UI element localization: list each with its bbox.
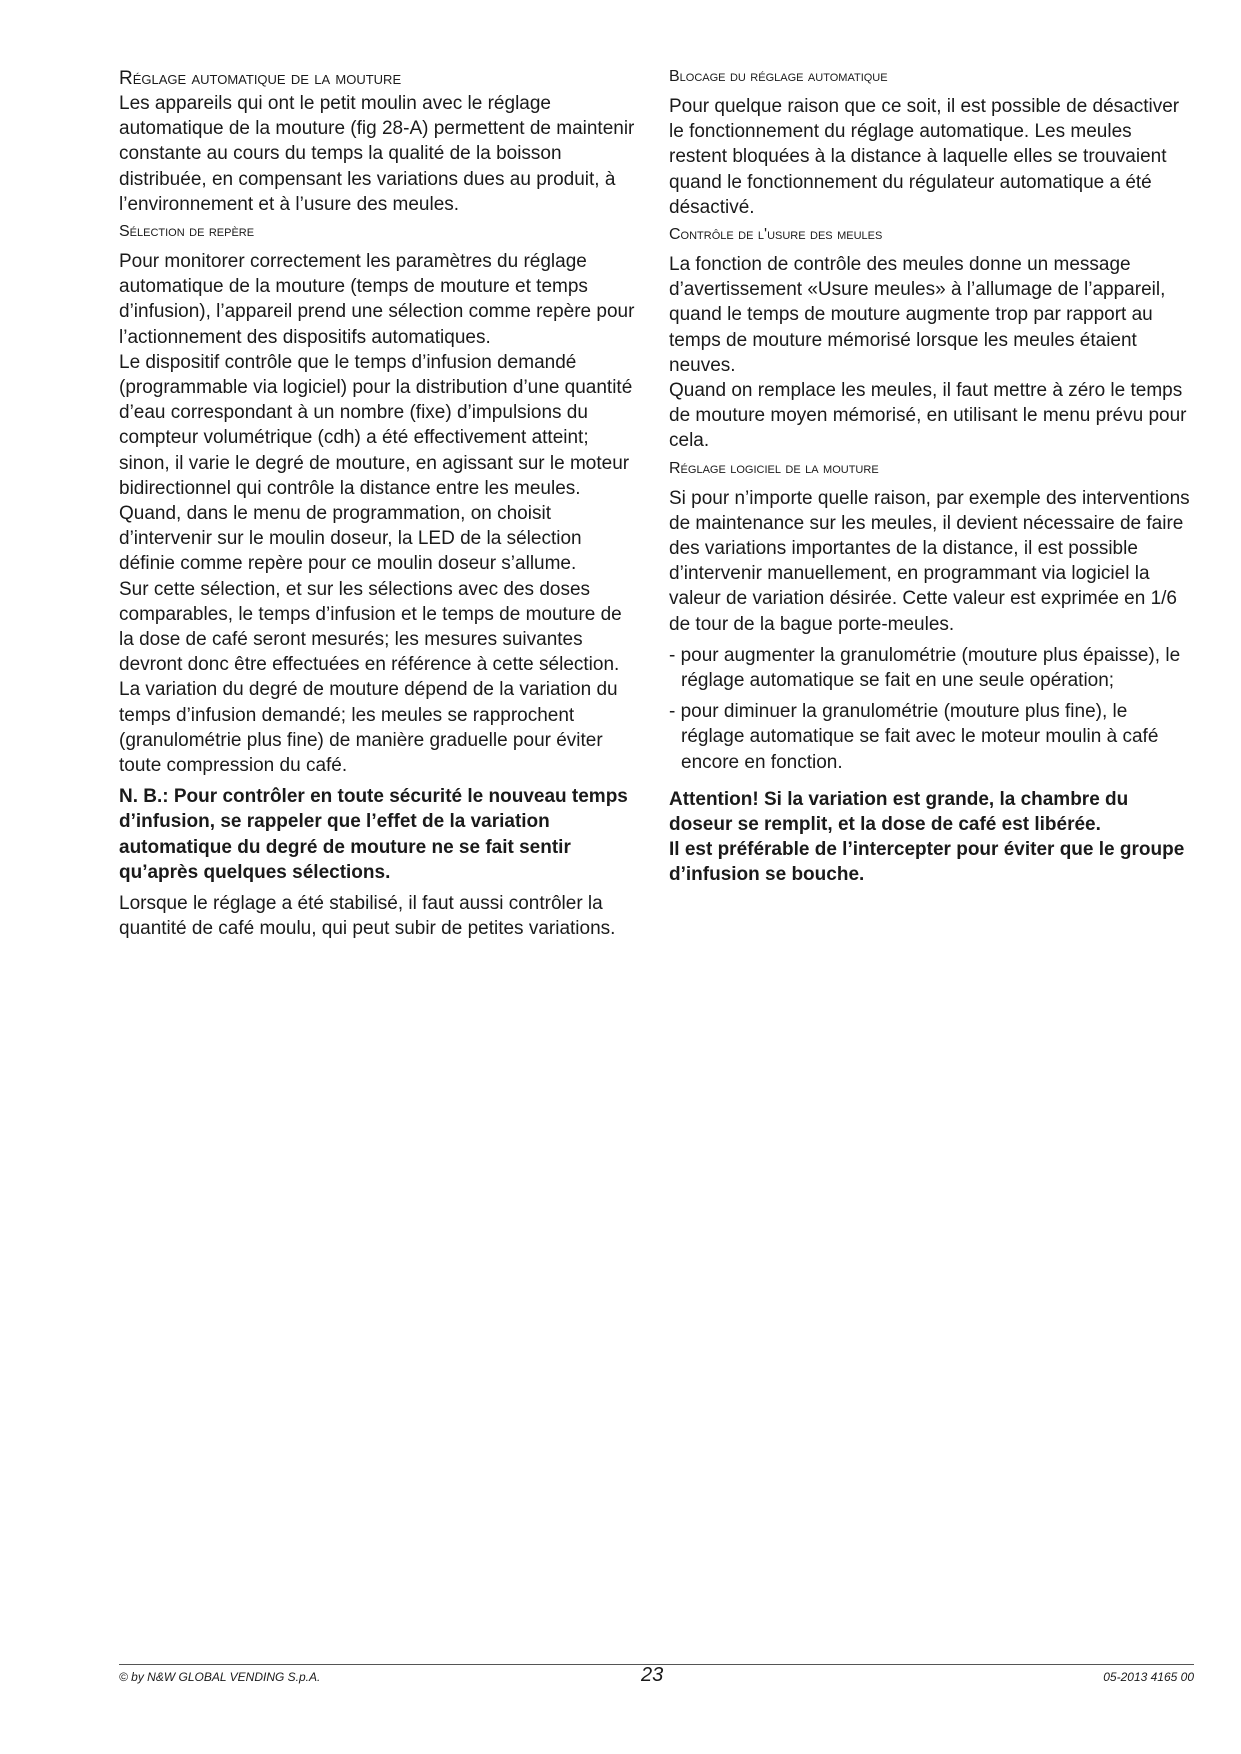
page-number: 23: [641, 1664, 664, 1686]
footer-doc-code: 05-2013 4165 00: [1103, 1670, 1194, 1684]
paragraph: Pour quelque raison que ce soit, il est possible de désactiver le fonctionnement du réglage automatique. Les meules restent bloquées à la distance à laquelle elles se trouvaient quand le fonctionnement du régulateur automatique a été désactivé.: [669, 96, 1180, 218]
left-column: [119, 66, 639, 942]
section-title: Réglage automatique de la mouture: [119, 68, 402, 89]
list-item: - pour augmenter la granulométrie (mouture plus épaisse), le réglage automatique se fait en une seule opération;: [669, 644, 1181, 692]
note-text: N. B.: Pour contrôler en toute sécurité le nouveau temps d’infusion, se rappeler que l’effet de la variation automatique du degré de mouture ne se fait sentir qu’après quelques sélections.: [119, 786, 628, 883]
paragraph: La fonction de contrôle des meules donne un message d’avertissement «Usure meules» à l’allumage de l’appareil, quand le temps de mouture augmente trop par rapport au temps de mouture mémorisé lorsque les meules étaient neuves.: [669, 254, 1166, 376]
warning-text: Il est préférable de l’intercepter pour éviter que le groupe d’infusion se bouche.: [669, 839, 1185, 886]
paragraph: Si pour n’importe quelle raison, par exemple des interventions de maintenance sur les meules, il devient nécessaire de faire des variations importantes de la distance, il est possible d’intervenir manuellement, en programmant via logiciel la valeur de variation désirée. Cette valeur est exprimée en 1/6 de tour de la bague porte-meules.: [669, 487, 1190, 635]
list-item: - pour diminuer la granulométrie (mouture plus fine), le réglage automatique se fait avec le moteur moulin à café encore en fonction.: [669, 701, 1159, 773]
right-column: [669, 66, 1194, 888]
paragraph: Le dispositif contrôle que le temps d’infusion demandé (programmable via logiciel) pour la distribution d’une quantité d’eau correspondant à un nombre (fixe) d’impulsions du compteur volumétrique (cdh) a été effectivement atteint; sinon, il varie le degré de mouture, en agissant sur le moteur bidirectionnel qui contrôle la distance entre les meules.: [119, 351, 633, 499]
paragraph: Sur cette sélection, et sur les sélections avec des doses comparables, le temps d’infusion et le temps de mouture de la dose de café seront mesurés; les mesures suivantes devront donc être effectuées en référence à cette sélection.: [119, 578, 622, 676]
paragraph: Quand on remplace les meules, il faut mettre à zéro le temps de mouture moyen mémorisé, en utilisant le menu prévu pour cela.: [669, 380, 1187, 452]
subsection-title: Blocage du réglage automatique: [669, 68, 888, 85]
subsection-title: Contrôle de l'usure des meules: [669, 226, 883, 244]
warning-text: Attention! Si la variation est grande, la chambre du doseur se remplit, et la dose de café est libérée.: [669, 788, 1129, 836]
paragraph: Pour monitorer correctement les paramètres du réglage automatique de la mouture (temps de mouture et temps d’infusion), l’appareil prend une sélection comme repère pour l’actionnement des dispositifs automatiques.: [119, 251, 635, 348]
subsection-title: Sélection de repère: [119, 223, 255, 241]
paragraph: Quand, dans le menu de programmation, on choisit d’intervenir sur le moulin doseur, la LED de la sélection définie comme repère pour ce moulin doseur s’allume.: [119, 503, 582, 575]
paragraph: La variation du degré de mouture dépend de la variation du temps d’infusion demandé; les meules se rapprochent (granulométrie plus fine) de manière graduelle pour éviter toute compression du café.: [119, 679, 618, 777]
footer-copyright: © by N&W GLOBAL VENDING S.p.A.: [119, 1670, 321, 1684]
paragraph: Les appareils qui ont le petit moulin avec le réglage automatique de la mouture (fig 28-A) permettent de maintenir constante au cours du temps la qualité de la boisson distribuée, en compensant les variations dues au produit, à l’environnement et à l’usure des meules.: [119, 93, 635, 215]
paragraph: Lorsque le réglage a été stabilisé, il faut aussi contrôler la quantité de café moulu, qui peut subir de petites variations.: [119, 893, 616, 940]
subsection-title: Réglage logiciel de la mouture: [669, 459, 879, 477]
